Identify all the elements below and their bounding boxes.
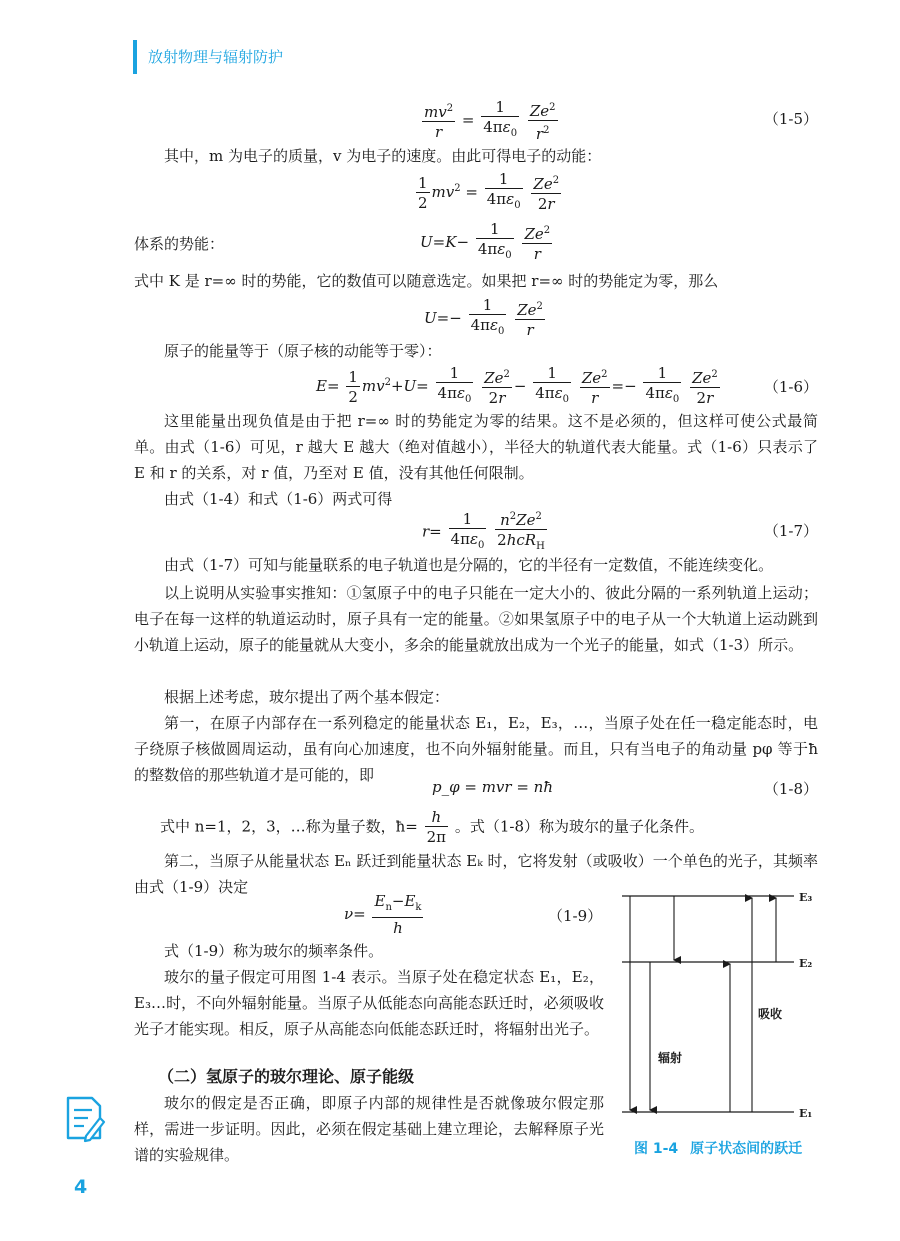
quantization-condition-text: 。式（1-8）称为玻尔的量子化条件。 [454,817,704,836]
paragraph-negative-energy: 这里能量出现负值是由于把 r=∞ 时的势能定为零的结果。这不是必须的，但这样可使公式最简单。由式（1-6）可见，r 越大 E 越大（绝对值越小），半径大的轨道代表大能量。式（1-6）只表示了 E 和 r 的关系，对 r 值，乃至对 E 值，没有其他任何限制。 [134,412,818,482]
equation-number-1-7: （1-7） [763,522,818,540]
equation-number-1-9: （1-9） [548,907,603,925]
equation-number-1-6: （1-6） [763,378,818,396]
quantum-number-line: 式中 n=1，2，3，…称为量子数，ħ= $\frac{h}{2\pi}$ 。式（1-8）称为玻尔的量子化条件。 [160,808,704,846]
paragraph-experimental-facts: 以上说明从实验事实推知：①氢原子中的电子只能在一定大小的、彼此分隔的一系列轨道上运动；电子在每一这样的轨道运动时，原子具有一定的能量。②如果氢原子中的电子从一个大轨道上运动跳到小轨道上运动，原子的能量就从大变小，多余的能量就放出成为一个光子的能量，如式（1-3）所示。 [134,584,818,654]
equation-number-1-8: （1-8） [763,780,818,798]
paragraph-potential-zero: 式中 K 是 r=∞ 时的势能，它的数值可以随意选定。如果把 r=∞ 时的势能定为零，那么 [134,272,719,290]
equation-number-1-5: （1-5） [763,110,818,128]
paragraph-bohr-verification: 玻尔的假定是否正确，即原子内部的规律性是否就像玻尔假定那样，需进一步证明。因此，必须在假定基础上建立理论，去解释原子光谱的实验规律。 [134,1094,604,1164]
energy-level-e1-label: E₁ [799,1107,813,1120]
figure-caption-label: 图 1-4 [634,1141,679,1157]
paragraph-atom-energy-intro: 原子的能量等于（原子核的动能等于零）： [164,342,442,360]
equation-1-5: $\frac{mv^2}{r}$ = $\frac{1}{4\pi\varepsilon_0}$ $\frac{Ze^2}{r^2}$ [424,98,556,143]
equation-kinetic-energy: $\frac{1}{2}$ $mv^2$ = $\frac{1}{4\pi\varepsilon_0}$ $\frac{Ze^2}{2r}$ [418,170,560,213]
potential-energy-label: 体系的势能： [134,235,225,253]
equation-1-9: ν= $\frac{E_n-E_k}{h}$ [344,892,422,937]
emission-label: 辐射 [658,1051,683,1065]
paragraph-kinetic-intro: 其中，m 为电子的质量，v 为电子的速度。由此可得电子的动能： [164,147,602,165]
paragraph-orbit-discrete: 由式（1-7）可知与能量联系的电子轨道也是分隔的，它的半径有一定数值，不能连续变化。 [164,556,774,574]
absorption-label: 吸收 [758,1007,783,1021]
running-header-title: 放射物理与辐射防护 [148,48,284,66]
energy-level-e3-label: E₃ [799,891,813,904]
equation-1-6: E= $\frac{1}{2}$ $mv^2+U=$ $\frac{1}{4\pi\varepsilon_0}$ $\frac{Ze^2}{2r}$ − $\frac{1}{4\pi\varepsilon_0}$ $\frac{Ze^2}{r}$ =− $\frac{1}{4\pi\varepsilon_0}$ $\frac{Ze^2}{2r}$ [316,364,718,407]
page-number: 4 [74,1176,88,1198]
energy-level-diagram [612,882,822,1122]
paragraph-figure-explanation: 玻尔的量子假定可用图 1-4 表示。当原子处在稳定状态 E₁，E₂，E₃…时，不向外辐射能量。当原子从低能态向高能态跃迁时，必须吸收光子才能实现。相反，原子从高能态向低能态跃迁时，将辐射出光子。 [134,968,604,1038]
equation-potential-zero: U=− $\frac{1}{4\pi\varepsilon_0}$ $\frac{Ze^2}{r}$ [424,296,543,339]
paragraph-combine-equations: 由式（1-4）和式（1-6）两式可得 [164,490,393,508]
equation-1-7: r= $\frac{1}{4\pi\varepsilon_0}$ $\frac{n^2Ze^2}{2hcR_H}$ [422,509,545,552]
notes-icon [62,1092,106,1144]
paragraph-first-assumption: 第一，在原子内部存在一系列稳定的能量状态 E₁，E₂，E₃，…，当原子处在任一稳定能态时，电子绕原子核做圆周运动，虽有向心加速度，也不向外辐射能量。而且，只有当电子的角动量 pφ 等于ħ的整数倍的那些轨道才是可能的，即 [134,714,818,784]
energy-level-e2-label: E₂ [799,957,813,970]
section-heading: （二）氢原子的玻尔理论、原子能级 [158,1067,415,1086]
paragraph-second-assumption: 第二，当原子从能量状态 Eₙ 跃迁到能量状态 Eₖ 时，它将发射（或吸收）一个单色的光子，其频率由式（1-9）决定 [134,852,818,896]
equation-potential-energy: U=K− $\frac{1}{4\pi\varepsilon_0}$ $\frac{Ze^2}{r}$ [420,220,551,263]
header-accent-bar [133,40,137,74]
equation-1-8: p_φ = mvr = nħ [432,778,554,796]
figure-caption [634,1138,802,1158]
figure-caption-text: 原子状态间的跃迁 [690,1141,803,1157]
quantum-number-text: 式中 n=1，2，3，…称为量子数，ħ= [160,817,418,836]
paragraph-bohr-assumptions: 根据上述考虑，玻尔提出了两个基本假定： [164,688,450,706]
paragraph-frequency-condition: 式（1-9）称为玻尔的频率条件。 [164,942,384,960]
